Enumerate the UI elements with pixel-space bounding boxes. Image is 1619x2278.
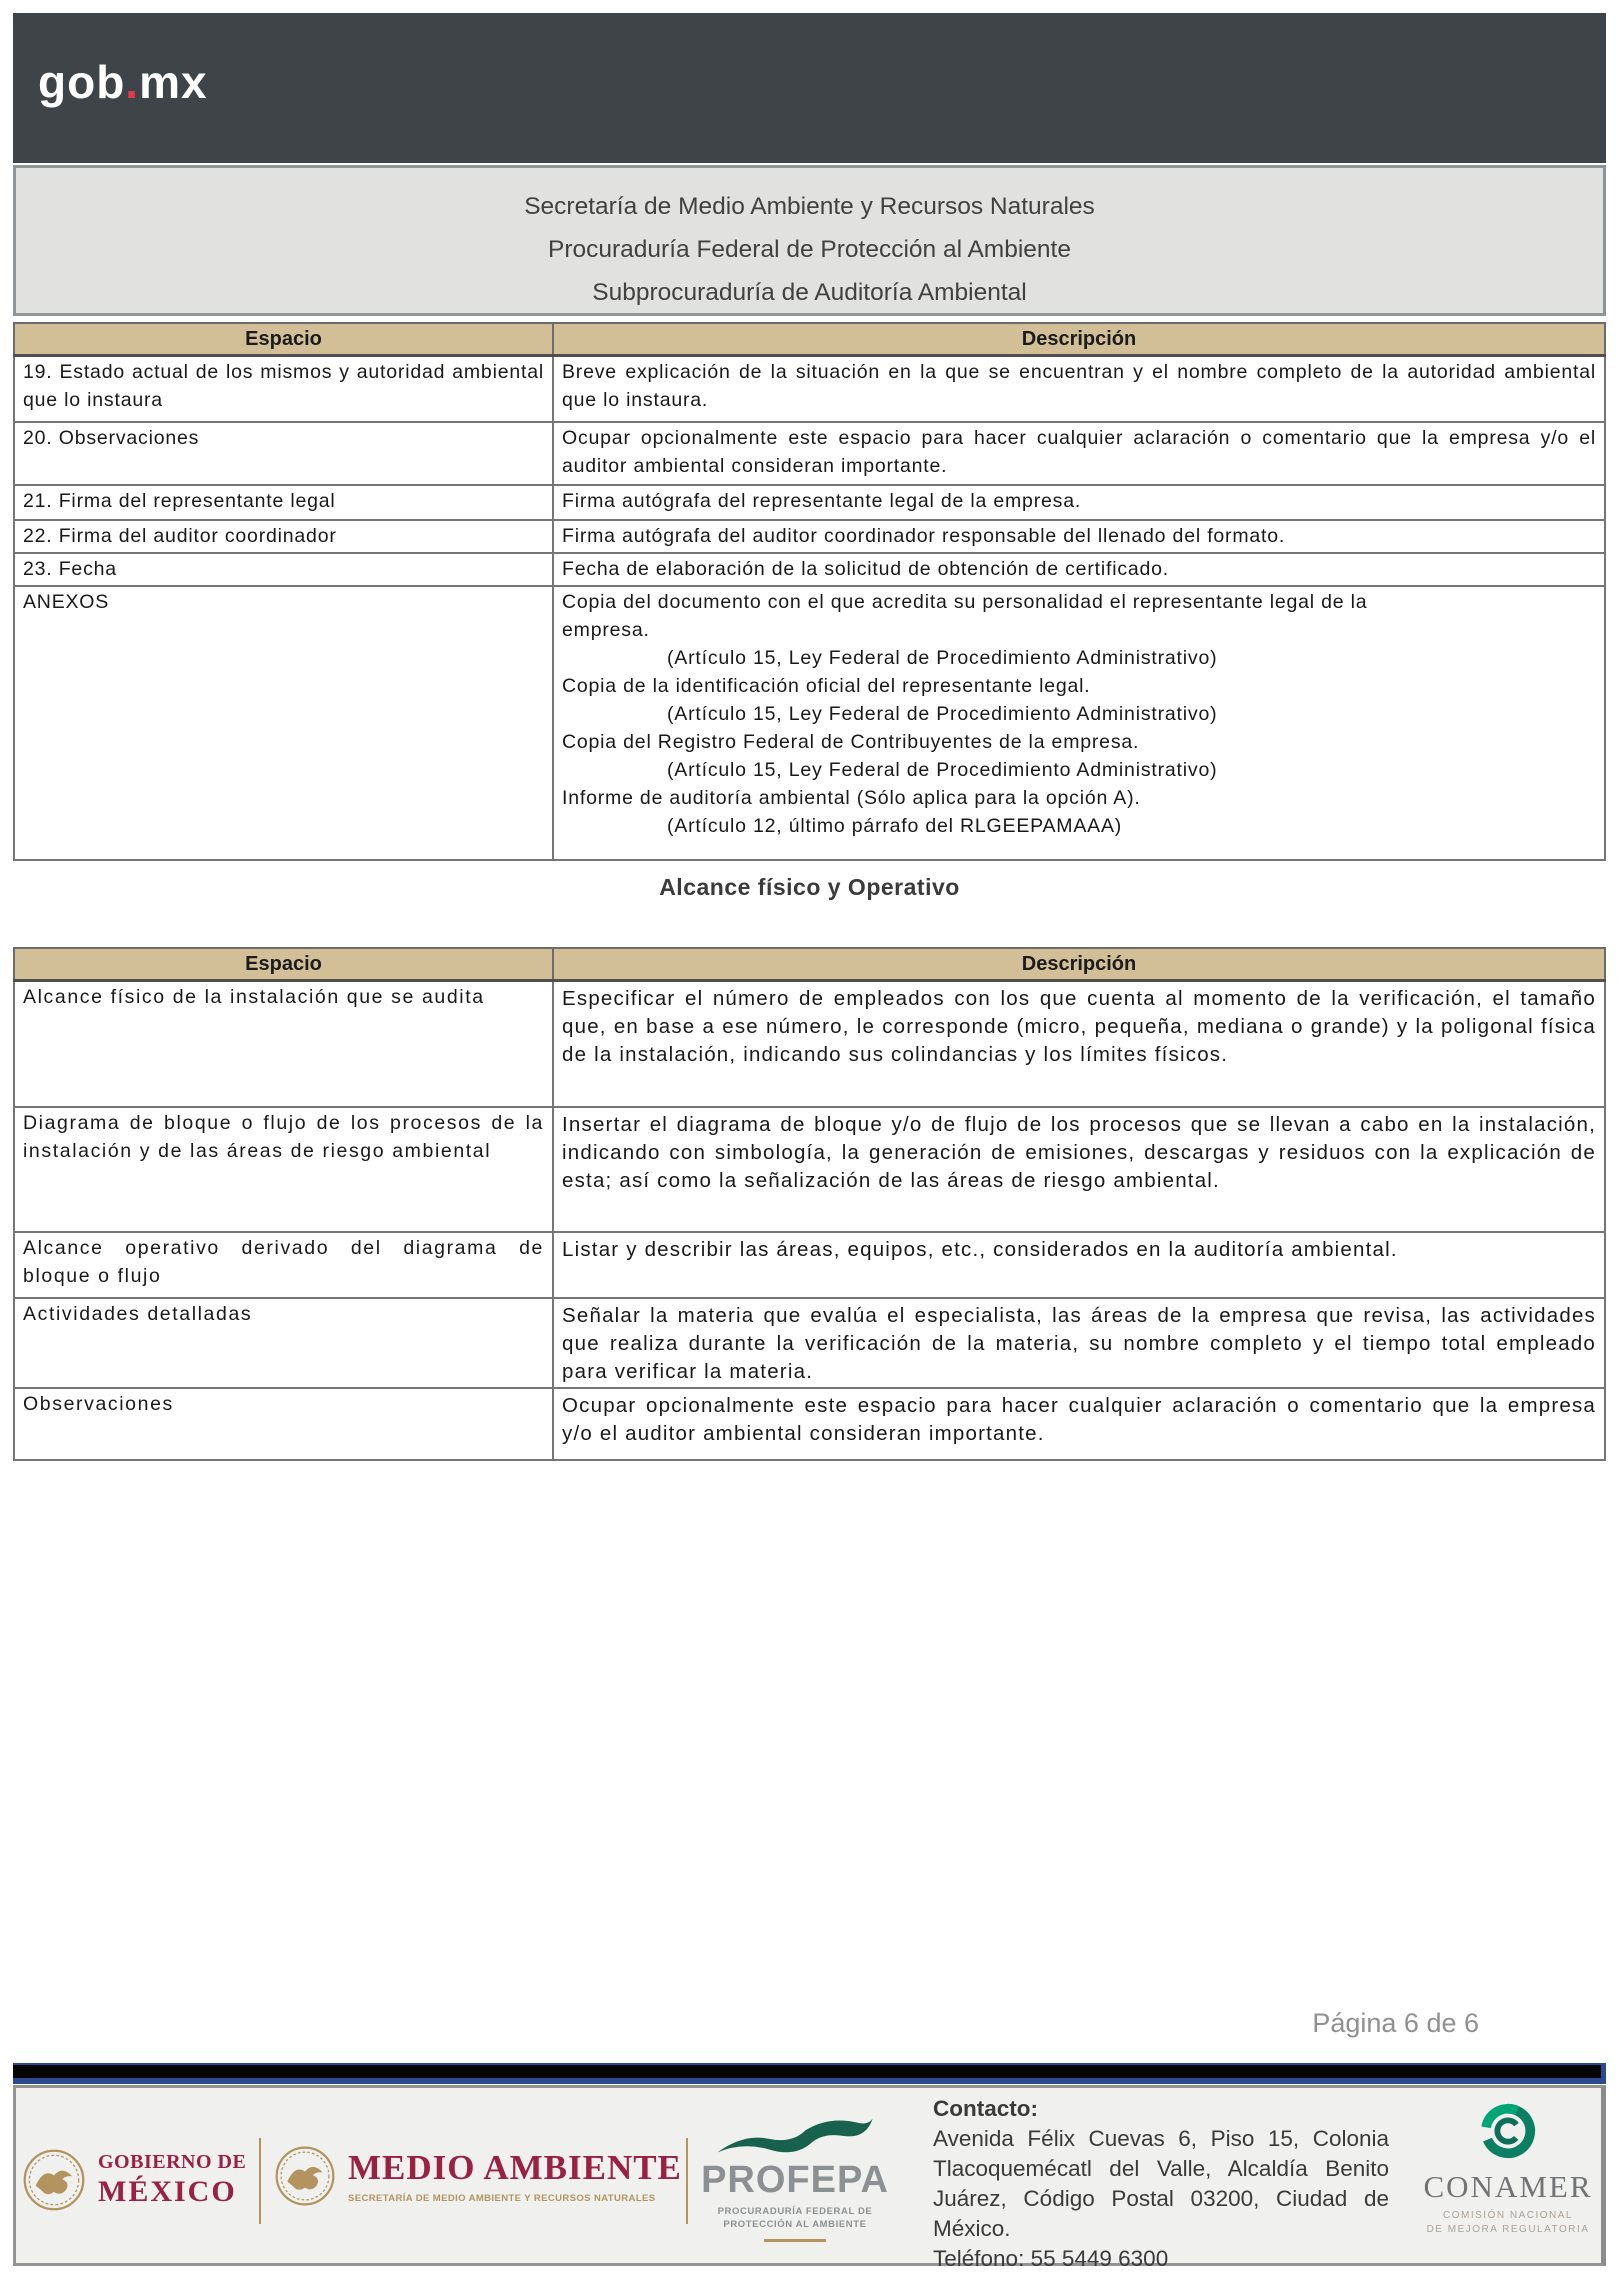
- footer: [13, 2085, 1606, 2271]
- medio-ambiente-text: [348, 2148, 682, 2204]
- descripcion-cell: Firma autógrafa del representante legal de la empresa.: [553, 485, 1605, 520]
- table-row: [14, 981, 1605, 1108]
- org-line-subprocuraduria: Subprocuraduría de Auditoría Ambiental: [592, 279, 1027, 306]
- profepa-title: PROFEPA: [701, 2159, 889, 2201]
- descripcion-cell: Ocupar opcionalmente este espacio para hacer cualquier aclaración o comentario que la empresa y/o el auditor ambiental consideran importante.: [553, 1388, 1605, 1460]
- descripcion-cell: Breve explicación de la situación en la que se encuentran y el nombre completo de la autoridad ambiental que lo instaura.: [553, 356, 1605, 423]
- contact-heading: Contacto:: [933, 2096, 1038, 2121]
- profepa-logo: [699, 2114, 891, 2242]
- column-header-espacio: Espacio: [14, 948, 553, 981]
- anexo-line: empresa.: [562, 619, 650, 641]
- profepa-heron-icon: [711, 2114, 879, 2160]
- footer-separator: [259, 2138, 261, 2224]
- table-row: [14, 1388, 1605, 1460]
- column-header-descripcion: Descripción: [553, 323, 1605, 356]
- column-header-espacio: Espacio: [14, 323, 553, 356]
- conamer-subtitle-line1: COMISIÓN NACIONAL: [1443, 2210, 1573, 2221]
- espacio-cell: Alcance operativo derivado del diagrama de bloque o flujo: [14, 1232, 553, 1298]
- eagle-seal-icon: [274, 2145, 336, 2207]
- contact-address-line: Avenida Félix Cuevas 6, Piso 15, Colonia: [933, 2126, 1389, 2151]
- footer-separator: [686, 2138, 688, 2224]
- org-header-box: [13, 165, 1606, 316]
- espacio-cell: 20. Observaciones: [14, 422, 553, 485]
- gobmx-logo-gob: gob: [38, 56, 126, 108]
- anexo-line: Informe de auditoría ambiental (Sólo aplica para la opción A).: [562, 787, 1141, 809]
- gobierno-line1: GOBIERNO DE: [98, 2151, 247, 2173]
- gobierno-logo-text: [98, 2151, 246, 2209]
- page-number: Página 6 de 6: [1312, 2008, 1479, 2038]
- espacio-cell: 22. Firma del auditor coordinador: [14, 520, 553, 553]
- table-row: [14, 1232, 1605, 1298]
- anexo-citation-line: (Artículo 12, último párrafo del RLGEEPAMAAA): [667, 815, 1123, 837]
- contact-block: [933, 2094, 1389, 2274]
- column-header-descripcion: Descripción: [553, 948, 1605, 981]
- org-line-procuraduria: Procuraduría Federal de Protección al Ambiente: [548, 236, 1071, 263]
- profepa-subtitle: [699, 2205, 891, 2231]
- table-row: [14, 520, 1605, 553]
- gobmx-header-bar: [13, 13, 1606, 163]
- anexo-line: Copia de la identificación oficial del representante legal.: [562, 675, 1091, 697]
- anexo-line: Copia del documento con el que acredita su personalidad el representante legal de la: [562, 591, 1368, 613]
- descripcion-cell: Especificar el número de empleados con los que cuenta al momento de la verificación, el tamaño que, en base a ese número, le corresponde (micro, pequeña, mediana o grande) y la poligonal física de la instalación, indicando sus colindancias y los límites físicos.: [553, 981, 1605, 1108]
- conamer-subtitle-line2: DE MEJORA REGULATORIA: [1426, 2224, 1590, 2235]
- descripcion-cell-anexos: [553, 586, 1605, 860]
- gobmx-logo: [38, 55, 208, 109]
- espacio-cell: 23. Fecha: [14, 553, 553, 586]
- anexo-citation-line: (Artículo 15, Ley Federal de Procedimiento Administrativo): [667, 703, 1218, 725]
- espacio-cell: Observaciones: [14, 1388, 553, 1460]
- table-row: [14, 1107, 1605, 1232]
- eagle-seal-icon: [22, 2148, 86, 2212]
- descripcion-cell: Listar y describir las áreas, equipos, etc., considerados en la auditoría ambiental.: [553, 1232, 1605, 1298]
- conamer-title: CONAMER: [1423, 2169, 1593, 2204]
- anexo-citation-line: (Artículo 15, Ley Federal de Procedimiento Administrativo): [667, 647, 1218, 669]
- table-row: [14, 485, 1605, 520]
- profepa-subtitle-line2: PROTECCIÓN AL AMBIENTE: [723, 2219, 867, 2230]
- profepa-gold-rule: [764, 2239, 826, 2242]
- espacio-cell: Actividades detalladas: [14, 1298, 553, 1388]
- descripcion-cell: Ocupar opcionalmente este espacio para hacer cualquier aclaración o comentario que la empresa y/o el auditor ambiental consideran importante.: [553, 422, 1605, 485]
- descripcion-cell: Fecha de elaboración de la solicitud de obtención de certificado.: [553, 553, 1605, 586]
- anexo-citation-line: (Artículo 15, Ley Federal de Procedimiento Administrativo): [667, 759, 1218, 781]
- table-row: [14, 553, 1605, 586]
- contact-address-line: Tlacoquemécatl del Valle, Alcaldía Benito: [933, 2156, 1389, 2181]
- table-row: [14, 422, 1605, 485]
- contact-phone: Teléfono: 55 5449 6300: [933, 2246, 1169, 2271]
- gobierno-de-mexico-logo: [22, 2148, 246, 2212]
- descripcion-cell: Señalar la materia que evalúa el especialista, las áreas de la empresa que revisa, las actividades que realiza durante la verificación de la materia, su nombre completo y el tiempo total empleado para verificar la materia.: [553, 1298, 1605, 1388]
- table-row: [14, 356, 1605, 423]
- conamer-logo: [1418, 2102, 1598, 2237]
- conamer-swirl-icon: [1479, 2102, 1537, 2160]
- medio-ambiente-subtitle: SECRETARÍA DE MEDIO AMBIENTE Y RECURSOS NATURALES: [348, 2193, 656, 2204]
- espacio-cell: 21. Firma del representante legal: [14, 485, 553, 520]
- section-title: Alcance físico y Operativo: [659, 874, 960, 900]
- contact-address-line: Juárez, Código Postal 03200, Ciudad de: [933, 2186, 1389, 2211]
- footer-accent-bar: [13, 2063, 1606, 2084]
- espacio-cell: 19. Estado actual de los mismos y autoridad ambiental que lo instaura: [14, 356, 553, 423]
- conamer-subtitle: [1418, 2209, 1598, 2237]
- gobmx-logo-dot: .: [125, 56, 140, 108]
- espacio-cell-anexos: ANEXOS: [14, 586, 553, 860]
- medio-ambiente-logo: [274, 2145, 682, 2207]
- anexo-line: Copia del Registro Federal de Contribuyentes de la empresa.: [562, 731, 1140, 753]
- form-fields-table: [13, 322, 1606, 861]
- gobmx-logo-mx: mx: [139, 56, 208, 108]
- medio-ambiente-title: MEDIO AMBIENTE: [348, 2148, 682, 2187]
- descripcion-cell: Insertar el diagrama de bloque y/o de flujo de los procesos que se llevan a cabo en la instalación, indicando con simbología, la generación de emisiones, descargas y residuos con la explicación de esta; así como la señalización de las áreas de riesgo ambiental.: [553, 1107, 1605, 1232]
- table-header-row: [14, 323, 1605, 356]
- table-row-anexos: [14, 586, 1605, 860]
- espacio-cell: Diagrama de bloque o flujo de los procesos de la instalación y de las áreas de riesgo ambiental: [14, 1107, 553, 1232]
- contact-address-line: México.: [933, 2216, 1011, 2241]
- espacio-cell: Alcance físico de la instalación que se audita: [14, 981, 553, 1108]
- gobierno-line2: MÉXICO: [98, 2175, 237, 2208]
- table-row: [14, 1298, 1605, 1388]
- alcance-table: [13, 947, 1606, 1461]
- descripcion-cell: Firma autógrafa del auditor coordinador responsable del llenado del formato.: [553, 520, 1605, 553]
- table-header-row: [14, 948, 1605, 981]
- org-line-secretaria: Secretaría de Medio Ambiente y Recursos Naturales: [524, 193, 1095, 220]
- profepa-subtitle-line1: PROCURADURÍA FEDERAL DE: [717, 2206, 873, 2217]
